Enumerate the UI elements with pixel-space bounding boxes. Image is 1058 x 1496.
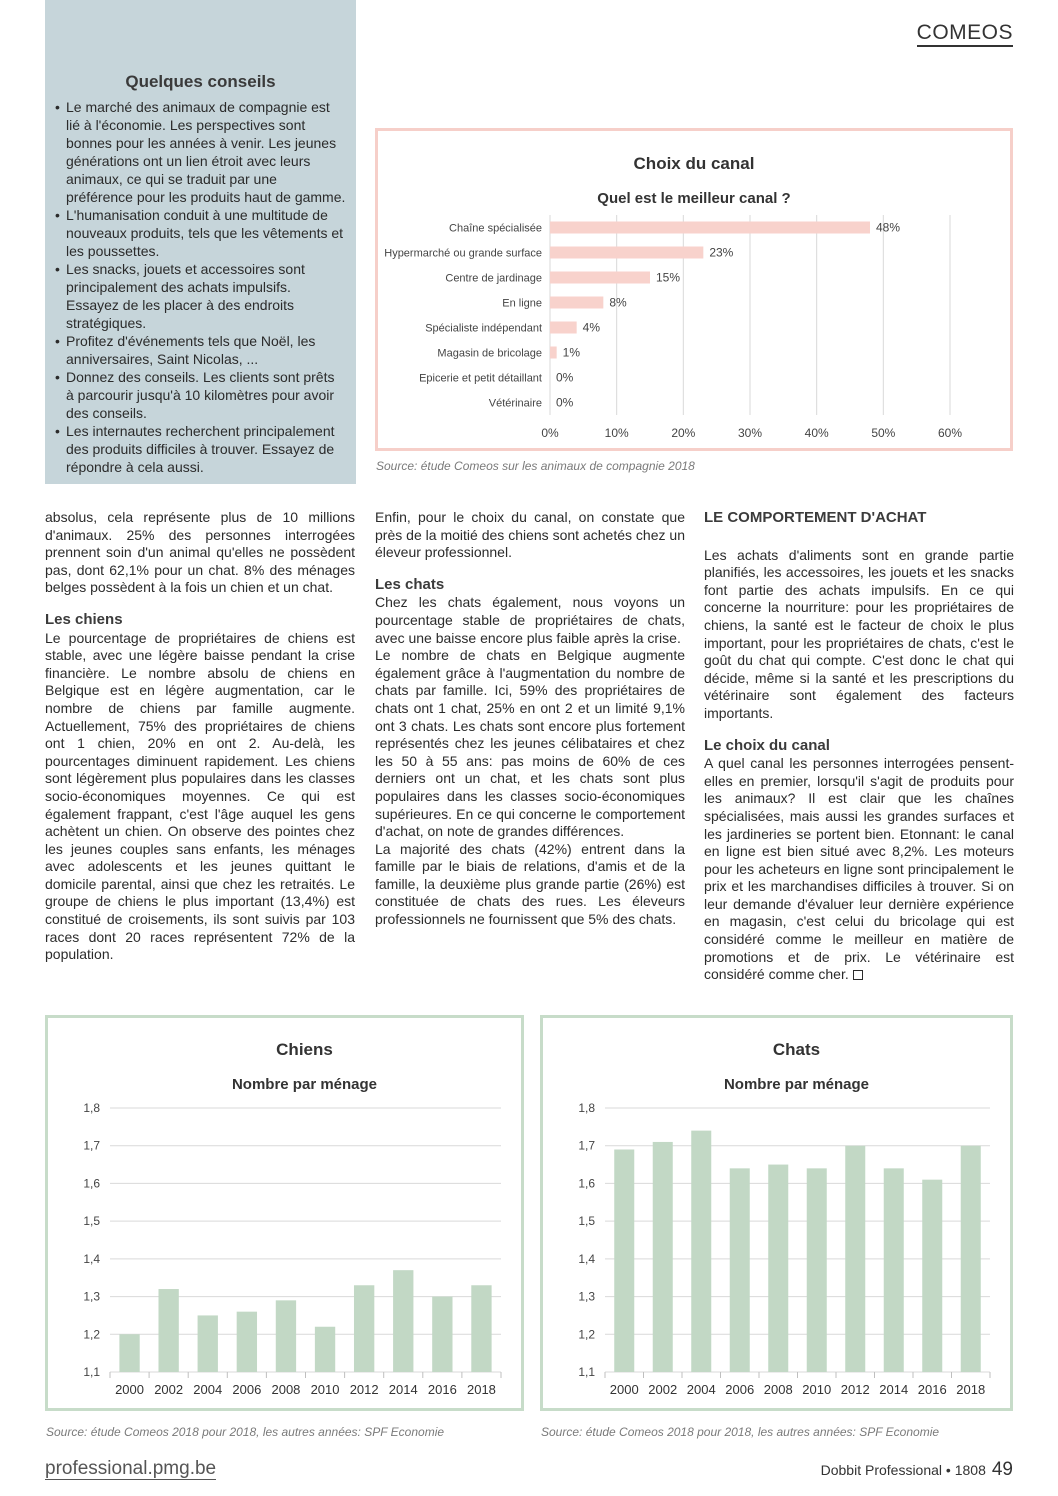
footer-magazine: Dobbit Professional • 1808: [820, 1462, 986, 1478]
bar: [158, 1289, 178, 1372]
bar: [276, 1300, 296, 1372]
paragraph: Enfin, pour le choix du canal, on constate que près de la moitié des chiens sont achetés chez un éleveur professionnel.: [375, 509, 685, 561]
x-tick-label: 2014: [879, 1382, 909, 1397]
x-tick-label: 2012: [840, 1382, 870, 1397]
bar: [653, 1142, 673, 1372]
chats-chart: [543, 1018, 1010, 1408]
y-tick-label: 1,1: [83, 1365, 100, 1379]
x-tick-label: 2016: [917, 1382, 947, 1397]
category-label: Epicerie et petit détaillant: [419, 372, 542, 385]
data-label: 0%: [556, 395, 574, 410]
x-tick-label: 2004: [686, 1382, 716, 1397]
y-tick-label: 1,8: [83, 1101, 100, 1115]
y-tick-label: 1,4: [578, 1251, 595, 1266]
x-tick-label: 2002: [154, 1382, 184, 1397]
footer-website: professional.pmg.be: [45, 1458, 217, 1479]
tip-item: • Donnez des conseils. Les clients sont prêts à parcourir jusqu'à 10 kilomètres pour avoir des conseils.: [55, 368, 346, 422]
x-tick-label: 40%: [804, 426, 829, 440]
tips-list: [55, 98, 346, 476]
heading-chiens: Les chiens: [45, 610, 123, 628]
bar: [730, 1168, 750, 1372]
chart-subtitle: Quel est le meilleur canal ?: [597, 190, 791, 207]
bar: [884, 1168, 904, 1372]
bar: [198, 1315, 218, 1372]
category-label: Chaîne spécialisée: [449, 222, 542, 235]
y-tick-label: 1,4: [83, 1251, 100, 1266]
x-tick-label: 2018: [956, 1382, 986, 1397]
chart-title: Chats: [772, 1040, 821, 1059]
x-tick-label: 2000: [115, 1382, 145, 1397]
x-tick-label: 2006: [232, 1382, 262, 1397]
heading-comportement: LE COMPORTEMENT D'ACHAT: [704, 509, 927, 526]
y-tick-label: 1,1: [578, 1365, 595, 1379]
data-label: 48%: [876, 220, 901, 235]
x-tick-label: 2018: [466, 1382, 496, 1397]
y-tick-label: 1,5: [83, 1214, 100, 1229]
data-label: 8%: [609, 295, 627, 310]
x-tick-label: 2002: [648, 1382, 678, 1397]
footer-info: [821, 1459, 1013, 1481]
paragraph: Le pourcentage de propriétaires de chiens est stable, avec une légère baisse pendant la crise financière. Le nombre absolu de chiens en Belgique est en légère augmentation, car le nombre de chiens par famille augmente. Actuellement, 75% des propriétaires de chiens ont 1 chien, 20% en ont 2. Au-delà, les pourcentages diminuent rapidement. Les chiens sont légèrement plus populaires dans les classes socio-économiques moyennes. Ce qui est également frappant, c'est l'âge auquel les gens achètent un chien. On observe des pointes chez les jeunes couples sans enfants, les ménages avec adolescents et les jeunes quittant le domicile parental, ainsi que chez les retraités. Le groupe de chiens le plus important (13,4%) est constitué de croisements, ils sont suivis par 103 races dont 20 races représentent 72% de la population.: [45, 629, 355, 963]
bar: [845, 1146, 865, 1372]
data-label: 1%: [562, 345, 581, 360]
category-label: Spécialiste indépendant: [425, 322, 542, 335]
text-column-2: [375, 509, 685, 929]
category-label: En ligne: [502, 297, 542, 310]
x-tick-label: 10%: [604, 426, 629, 440]
x-tick-label: 2006: [725, 1382, 755, 1397]
bar: [119, 1334, 139, 1372]
chart-title: Choix du canal: [633, 154, 755, 173]
tips-box: [45, 0, 356, 484]
y-tick-label: 1,2: [83, 1327, 100, 1342]
x-tick-label: 2000: [609, 1382, 639, 1397]
heading-canal: Le choix du canal: [704, 736, 830, 754]
x-tick-label: 50%: [871, 426, 896, 440]
bar: [807, 1168, 827, 1372]
bar: [432, 1297, 452, 1372]
bar: [315, 1327, 335, 1372]
bar: [550, 297, 603, 309]
bar: [550, 272, 650, 284]
canal-chart-box: [375, 128, 1013, 451]
x-tick-label: 2008: [763, 1382, 793, 1397]
y-tick-label: 1,7: [83, 1138, 100, 1153]
x-tick-label: 2004: [193, 1382, 223, 1397]
x-tick-label: 2010: [802, 1382, 832, 1397]
y-tick-label: 1,2: [578, 1327, 595, 1342]
paragraph: Le nombre de chats en Belgique augmente également grâce à l'augmentation du nombre de chats par famille. Ici, 59% des propriétaires de chats ont 1 chat, 25% en ont 2 et un limité 9,1% ont 3 chats. Les chats sont encore plus fortement représentés chez les jeunes célibataires et chez les 50 à 55 ans: pas moins de 60% de ces derniers ont un chat, et les chats sont plus populaires dans les classes socio-économiques supérieures. En ce qui concerne le comportement d'achat, on note de grandes différences.: [375, 647, 685, 840]
bar: [550, 247, 703, 259]
y-tick-label: 1,3: [578, 1289, 595, 1304]
brand-logo: COMEOS: [917, 22, 1013, 47]
paragraph: Chez les chats également, nous voyons un pourcentage stable de propriétaires de chats, avec une baisse encore plus faible après la crise.: [375, 594, 685, 646]
tip-item: • Les internautes recherchent principalement des produits difficiles à trouver. Essayez de répondre à cela aussi.: [55, 422, 346, 476]
x-tick-label: 2012: [349, 1382, 379, 1397]
bar: [691, 1131, 711, 1372]
category-label: Hypermarché ou grande surface: [384, 247, 542, 260]
chart-subtitle: Nombre par ménage: [723, 1076, 870, 1093]
y-tick-label: 1,6: [83, 1176, 100, 1191]
end-of-article-icon: [853, 970, 863, 980]
paragraph: absolus, cela représente plus de 10 millions d'animaux. 25% des personnes interrogées prennent soin d'un animal qu'elles ne possèdent pas, dont 62,1% pour un chat. 8% des ménages belges possèdent à la fois un chien et un chat.: [45, 509, 355, 596]
y-tick-label: 1,3: [83, 1289, 100, 1304]
category-label: Magasin de bricolage: [437, 347, 542, 360]
bar: [354, 1285, 374, 1372]
paragraph-text: A quel canal les personnes interrogées pensent-elles en premier, lorsqu'il s'agit de produits pour les animaux? Il est clair que les chaînes spécialisées, mais aussi les grandes surfaces et les jardineries se portent bien. Etonnant: le canal en ligne est bien situé avec 8,2%. Les moteurs pour les acheteurs en ligne sont principalement le prix et les marchandises difficiles à trouver. Si on leur demande d'évaluer leur dernière expérience en magasin, c'est celui du bricolage qui est considéré comme le meilleur en matière de promotions et de prix. Le vétérinaire est considéré comme cher.: [704, 755, 1014, 983]
tip-item: • Les snacks, jouets et accessoires sont principalement des achats impulsifs. Essayez de les placer à des endroits stratégiques.: [55, 260, 346, 332]
x-tick-label: 30%: [737, 426, 763, 440]
bar: [768, 1165, 788, 1372]
category-label: Centre de jardinage: [445, 272, 542, 285]
bar: [614, 1149, 634, 1372]
x-tick-label: 2014: [388, 1382, 418, 1397]
text-column-3: [704, 509, 1014, 984]
data-label: 23%: [709, 245, 734, 260]
x-tick-label: 60%: [937, 426, 963, 440]
canal-source: Source: étude Comeos sur les animaux de compagnie 2018: [376, 459, 695, 473]
chart-title: Chiens: [276, 1040, 333, 1059]
chats-chart-box: [540, 1015, 1013, 1411]
paragraph: Les achats d'aliments sont en grande partie planifiés, les accessoires, les jouets et les snacks font partie des achats impulsifs. En ce qui concerne la nourriture: pour les propriétaires de chiens, la santé est le facteur de choix le plus important, pour les propriétaires de chats, c'est le goût du chat qui compte. C'est donc le chat qui décide, même si la santé et les prescriptions du vétérinaire sont également des facteurs importants.: [704, 546, 1014, 721]
chats-source: Source: étude Comeos 2018 pour 2018, les autres années: SPF Economie: [541, 1425, 940, 1439]
chart-subtitle: Nombre par ménage: [231, 1076, 378, 1093]
bar: [961, 1146, 981, 1372]
bar: [550, 322, 577, 334]
bar: [550, 222, 870, 234]
chiens-chart: [48, 1018, 521, 1408]
paragraph: La majorité des chats (42%) entrent dans la famille par le biais de relations, d'amis et de la famille, la deuxième plus grande partie (26%) est constituée de chats des rues. Les éleveurs professionnels ne fournissent que 5% des chats.: [375, 840, 685, 928]
bar: [550, 347, 557, 359]
chiens-chart-box: [45, 1015, 524, 1411]
x-tick-label: 2008: [271, 1382, 301, 1397]
x-tick-label: 0%: [541, 426, 559, 440]
y-tick-label: 1,6: [578, 1176, 595, 1191]
data-label: 4%: [582, 320, 601, 335]
canal-chart: [378, 131, 1010, 448]
paragraph: [704, 755, 1014, 984]
data-label: 15%: [656, 270, 681, 285]
tip-item: • L'humanisation conduit à une multitude de nouveaux produits, tels que les vêtements et les poussettes.: [55, 206, 346, 260]
tip-item: • Le marché des animaux de compagnie est lié à l'économie. Les perspectives sont bonnes pour les années à venir. Les jeunes générations ont un lien étroit avec leurs animaux, ce qui se traduit par une préférence pour les produits haut de gamme.: [55, 98, 346, 206]
y-tick-label: 1,5: [578, 1214, 595, 1229]
bar: [471, 1285, 491, 1372]
x-tick-label: 2010: [310, 1382, 340, 1397]
page-number: 49: [991, 1459, 1013, 1480]
bar: [922, 1180, 942, 1372]
chiens-source: Source: étude Comeos 2018 pour 2018, les autres années: SPF Economie: [46, 1425, 445, 1439]
x-tick-label: 20%: [671, 426, 696, 440]
y-tick-label: 1,8: [578, 1101, 595, 1115]
bar: [393, 1270, 413, 1372]
y-tick-label: 1,7: [578, 1138, 595, 1153]
heading-chats: Les chats: [375, 575, 445, 593]
bar: [237, 1312, 257, 1372]
tip-item: • Profitez d'événements tels que Noël, les anniversaires, Saint Nicolas, ...: [55, 332, 346, 368]
text-column-1: [45, 509, 355, 964]
x-tick-label: 2016: [427, 1382, 457, 1397]
tips-title: Quelques conseils: [125, 72, 276, 91]
data-label: 0%: [556, 370, 574, 385]
category-label: Vétérinaire: [488, 397, 542, 410]
